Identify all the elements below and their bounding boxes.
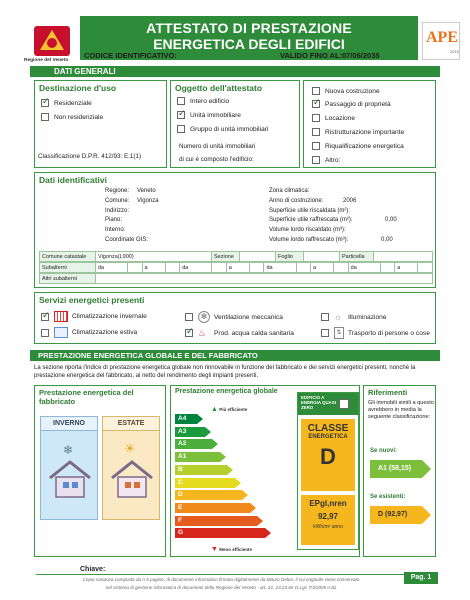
epgl-unit: kWh/m² anno (313, 524, 343, 530)
field-anno (269, 197, 435, 207)
dati-identificativi-title: Dati identificativi (39, 175, 108, 185)
field-label: Zona climatica: (269, 188, 310, 194)
field-sup-risc (269, 207, 435, 217)
impianti-title: Prestazione energetica globale (175, 388, 278, 395)
checkbox[interactable] (41, 99, 49, 107)
chiave-label: Chiave: (80, 566, 106, 573)
field-label: Volume lordo riscaldato (m³): (269, 227, 346, 234)
oggetto-box (170, 80, 300, 168)
field-label: Volume lordo raffrescato (m³): (269, 236, 349, 243)
motivazione-riqualificazione[interactable] (312, 142, 404, 150)
checkbox[interactable] (185, 329, 193, 337)
checkbox[interactable] (41, 113, 49, 121)
option-label: Altro: (325, 156, 341, 164)
numero-label-2: di cui è composto l'edificio: (179, 156, 254, 163)
validita-date: 07/06/2035 (342, 51, 380, 60)
option-label: Unità immobiliare (190, 111, 241, 119)
field-zona (269, 187, 435, 197)
field-value: 2006 (343, 197, 357, 204)
checkbox[interactable] (185, 313, 193, 321)
ape-logo (422, 22, 460, 60)
option-label: Intero edificio (190, 97, 230, 105)
energy-class-a3: A3 (175, 427, 205, 437)
field-piano (105, 216, 265, 226)
radiator-icon (54, 311, 68, 322)
prestazione-description: La sezione riporta l'indice di prestazione energetica globale non rinnovabile in funzione del fabbricato e dei servizi energetici presenti, nonché la prestazione energetica del fabbricato, al netto del rendimento degli impianti presenti. (34, 365, 416, 379)
page-number: Pag. 1 (404, 572, 438, 584)
checkbox[interactable] (41, 313, 49, 321)
comune-catastale-label: Comune catastale (40, 252, 96, 262)
snowflake-icon: ❄ (63, 443, 74, 457)
field-comune (105, 197, 265, 207)
dati-identificativi-box (34, 172, 436, 288)
checkbox[interactable] (321, 313, 329, 321)
field-vol-risc (269, 226, 435, 236)
right-fields (269, 187, 435, 246)
checkbox[interactable] (312, 87, 320, 95)
destinazione-non-residenziale[interactable] (41, 113, 103, 121)
servizio-trasporto[interactable] (321, 327, 430, 339)
field-value: 0,00 (381, 236, 393, 243)
checkbox[interactable] (321, 329, 329, 337)
motivazione-locazione[interactable] (312, 114, 355, 122)
numero-label-1: Numero di unità immobiliari (179, 143, 256, 150)
option-label: Passaggio di proprietà (325, 100, 391, 108)
option-label: Locazione (325, 114, 356, 122)
classe-value: D (320, 444, 336, 469)
sezione-label: Sezione (212, 252, 240, 262)
destinazione-residenziale[interactable] (41, 99, 92, 107)
servizi-title: Servizi energetici presenti (39, 295, 145, 305)
energy-class-a4: A4 (175, 414, 197, 424)
option-label: Climatizzazione estiva (72, 329, 138, 336)
checkbox[interactable] (177, 111, 185, 119)
oggetto-intero[interactable] (177, 97, 229, 105)
classe-inner (301, 419, 355, 491)
page-title-line2: ENERGETICA DEGLI EDIFICI (153, 36, 345, 52)
estate-panel (102, 416, 160, 520)
sub-a-4: a (395, 263, 418, 273)
motivazione-ristrutturazione[interactable] (312, 128, 404, 136)
checkbox[interactable] (312, 156, 320, 164)
cadastral-table (39, 251, 433, 262)
footer-note-1: Copia cartacea composta da n 5 pagine, di documento informatico firmato digitalmente da Mauro Delon, il cui originale viene conservato (82, 577, 360, 582)
fabbricato-title: Prestazione energetica del fabbricato (39, 388, 134, 406)
elevator-icon: ⇅ (334, 327, 344, 339)
house-summer-icon (109, 459, 155, 499)
sun-icon: ☀ (124, 441, 136, 456)
energy-class-a1: A1 (175, 452, 220, 462)
sub-da-1: da (96, 263, 128, 273)
field-value: 0,00 (385, 217, 397, 224)
house-winter-icon (47, 459, 93, 499)
validita-label: VALIDO FINO AL: (280, 51, 343, 60)
option-label: Trasporto di persone o cose (348, 329, 430, 337)
field-label: Piano: (105, 217, 123, 224)
motivazione-altro[interactable] (312, 156, 340, 164)
epgl-label: EPgl,nren (309, 499, 347, 508)
field-label: Regione: (105, 188, 130, 194)
particella-value (374, 252, 433, 262)
field-sup-raff (269, 216, 435, 226)
energetica-label: ENERGETICA (308, 434, 348, 440)
oggetto-title: Oggetto dell'attestato (175, 83, 263, 93)
energy-class-e: E (175, 503, 250, 513)
inverno-label: INVERNO (41, 417, 97, 431)
field-vol-raff (269, 236, 435, 246)
meno-efficiente-label: Meno efficiente (219, 547, 252, 552)
fabbricato-box (34, 385, 166, 557)
region-label: Regione del Veneto (24, 58, 69, 63)
footer-note-2: nel sistema di gestione informatica di documenti della Regione del Veneto - art. 22, 23.23 ter D.Lgs 7/3/2005 n.82 (105, 585, 337, 590)
foglio-label: Foglio (276, 252, 304, 262)
option-label: Non residenziale (54, 113, 104, 121)
edificio-nzeb-label: EDIFICIO A ENERGIA QUASI ZERO (301, 395, 336, 410)
energy-class-a2: A2 (175, 439, 212, 449)
checkbox[interactable] (312, 142, 320, 150)
motivazione-box (303, 80, 436, 168)
option-label: Prod. acqua calda sanitaria (214, 329, 294, 337)
sub-a-1: a (142, 263, 165, 273)
option-label: Ristrutturazione importante (325, 128, 405, 136)
subalterni-table (39, 262, 433, 273)
energy-class-b: B (175, 465, 227, 475)
piu-efficiente (211, 406, 247, 413)
se-nuovi-label: Se nuovi: (370, 448, 398, 454)
piu-efficiente-label: Più efficiente (219, 407, 248, 412)
checkbox[interactable] (177, 97, 185, 105)
field-value: Vigonza (137, 197, 159, 204)
ac-icon (54, 327, 68, 338)
servizio-clim-estiva[interactable] (41, 327, 137, 338)
estate-label: ESTATE (103, 417, 159, 431)
checkbox[interactable] (312, 114, 320, 122)
page-title-line1: ATTESTATO DI PRESTAZIONE (146, 20, 352, 36)
field-gis (105, 236, 265, 246)
option-label: Riqualificazione energetica (325, 142, 404, 150)
classificazione: Classificazione D.P.R. 412/93: E.1(1) (38, 153, 142, 160)
hot-water-icon: ♨ (198, 328, 207, 338)
inverno-panel (40, 416, 98, 520)
servizio-clim-invernale[interactable] (41, 311, 147, 322)
field-label: Interno: (105, 227, 126, 234)
energy-class-f: F (175, 516, 257, 526)
foglio-value (304, 252, 340, 262)
motivazione-nuova[interactable] (312, 87, 380, 95)
field-regione (105, 187, 265, 197)
checkbox[interactable] (177, 125, 185, 133)
field-label: Comune: (105, 197, 130, 204)
edificio-nzeb (298, 393, 358, 415)
sub-da-3: da (264, 263, 296, 273)
motivazione-passaggio[interactable] (312, 100, 391, 108)
fan-icon: ✻ (198, 311, 210, 323)
riferimenti-text: Gli immobili simili a questo avrebbero in media la seguente classificazione: (368, 400, 434, 421)
nzeb-checkbox[interactable] (339, 399, 349, 409)
field-interno (105, 226, 265, 236)
riferimenti-title: Riferimenti (368, 388, 408, 397)
left-fields (105, 187, 265, 246)
energy-class-c: C (175, 478, 235, 488)
field-label: Indirizzo: (105, 207, 130, 214)
checkbox[interactable] (312, 100, 320, 108)
option-label: Climatizzazione invernale (72, 313, 147, 320)
dati-generali-title: DATI GENERALI (54, 67, 116, 76)
option-label: Nuova costruzione (325, 87, 380, 95)
sub-a-2: a (226, 263, 249, 273)
servizi-box (34, 292, 436, 344)
option-label: Residenziale (54, 99, 92, 107)
particella-label: Particella (340, 252, 374, 262)
energy-class-g: G (175, 528, 265, 538)
field-label: Superficie utile raffrescata (m²): (269, 217, 353, 224)
arrow-down-icon: ▼ (211, 546, 218, 553)
se-nuovi-value: A1 (58,15) (370, 460, 422, 478)
altri-subalterni-table (39, 273, 433, 284)
riferimenti-box (363, 385, 436, 557)
destinazione-title: Destinazione d'uso (39, 83, 117, 93)
field-label: Coordinate GIS: (105, 236, 149, 243)
prestazione-title: PRESTAZIONE ENERGETICA GLOBALE E DEL FABBRICATO (38, 351, 258, 360)
altri-subalterni-label: Altri subalterni (40, 274, 96, 284)
lightbulb-icon: ☼ (334, 312, 343, 322)
option-label: Ventilazione meccanica (214, 313, 283, 321)
servizio-acqua-calda[interactable] (185, 327, 294, 339)
checkbox[interactable] (41, 329, 49, 337)
oggetto-gruppo[interactable] (177, 125, 268, 133)
sub-da-4: da (348, 263, 380, 273)
sub-a-3: a (310, 263, 333, 273)
epgl-value: 92,97 (317, 512, 339, 521)
servizio-ventilazione[interactable] (185, 311, 283, 323)
classe-label: CLASSE (307, 423, 349, 434)
classe-panel (297, 392, 359, 550)
option-label: Gruppo di unità immobiliari (190, 125, 269, 133)
chiave-line (36, 574, 436, 575)
field-label: Anno di costruzione: (269, 197, 324, 204)
se-esistenti-value: D (92,97) (370, 506, 422, 524)
field-value: Veneto (137, 188, 156, 194)
se-esistenti-label: Se esistenti: (370, 494, 406, 500)
prestazione-header (30, 350, 440, 361)
sezione-value (240, 252, 276, 262)
codice-row (80, 51, 418, 61)
servizio-illuminazione[interactable] (321, 311, 386, 323)
impianti-box (170, 385, 360, 557)
sub-da-2: da (180, 263, 212, 273)
subalterni-label: Subalterni (40, 263, 96, 273)
option-label: Illuminazione (348, 313, 387, 321)
oggetto-unita[interactable] (177, 111, 241, 119)
altri-subalterni-value (96, 274, 433, 284)
ape-logo-sub: 2015 (450, 49, 459, 54)
codice-label: CODICE IDENTIFICATIVO: (84, 51, 177, 60)
dati-generali-header (30, 66, 440, 77)
comune-catastale-value: Vigonza(L900) (96, 252, 212, 262)
arrow-up-icon: ▲ (211, 406, 218, 413)
checkbox[interactable] (312, 128, 320, 136)
ape-logo-text: APE (426, 29, 458, 46)
meno-efficiente (211, 546, 252, 553)
destinazione-box (34, 80, 167, 168)
id-photo-placeholder (41, 187, 99, 247)
energy-class-d: D (175, 490, 242, 500)
field-indirizzo (105, 207, 265, 217)
field-label: Superficie utile riscaldata (m²): (269, 207, 351, 214)
epgl-box (301, 495, 355, 545)
